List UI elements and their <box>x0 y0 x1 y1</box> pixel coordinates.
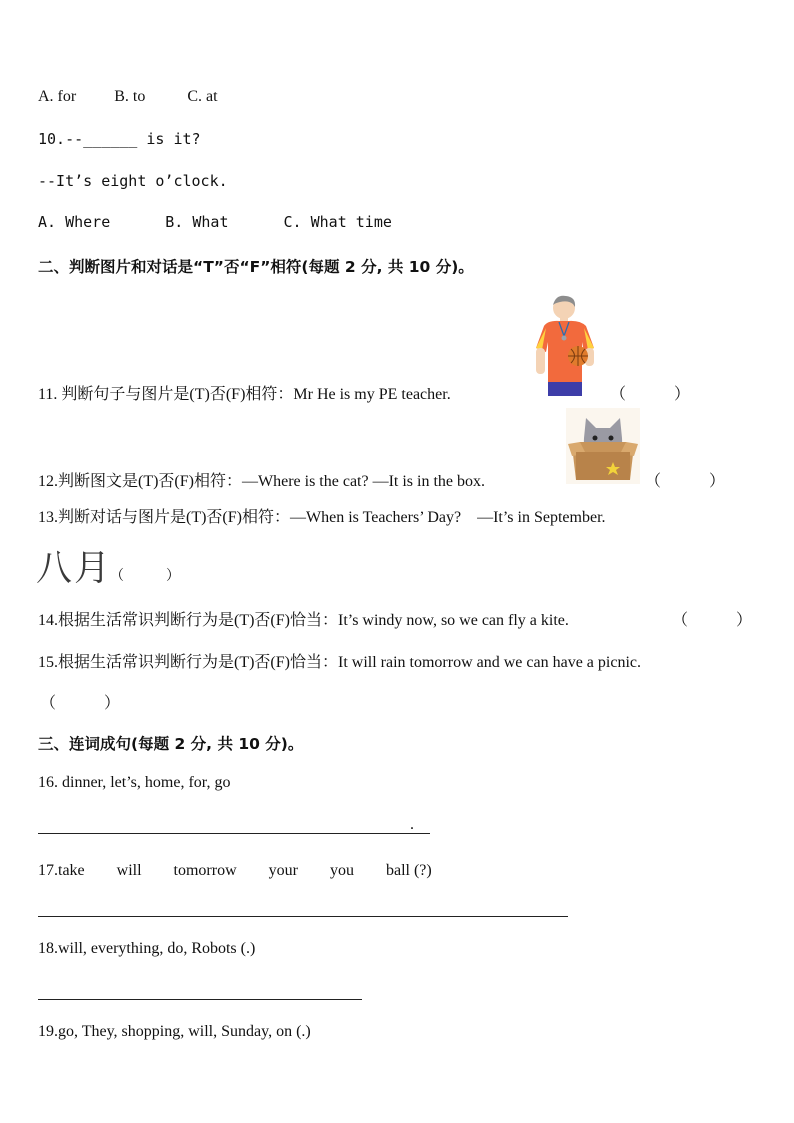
q10-option-a: A. Where <box>38 213 111 231</box>
q13-answer-paren[interactable]: （ ） <box>110 569 180 584</box>
cat-in-box-icon <box>566 408 640 484</box>
q10-options <box>38 213 392 231</box>
q17-text: 17.take will tomorrow your you ball (?) <box>38 862 432 879</box>
q14-line <box>38 607 569 630</box>
q9-options <box>38 88 218 106</box>
q10-option-b: B. What <box>165 213 229 231</box>
q11-answer-paren[interactable]: （ ） <box>610 386 691 403</box>
pe-teacher-image <box>528 292 602 396</box>
q14-answer-paren[interactable]: （ ） <box>672 612 753 629</box>
q16-end-mark: . <box>410 816 414 833</box>
q18-text: 18.will, everything, do, Robots (.) <box>38 940 256 957</box>
q11-line <box>38 381 451 404</box>
q12-text: 12.判断图文是(T)否(F)相符：—Where is the cat? —It is in the box. <box>38 473 486 490</box>
q13-image-text: 八月 <box>36 548 113 589</box>
q16-answer-line[interactable] <box>38 833 430 834</box>
q9-option-b: B. to <box>114 88 146 105</box>
q9-option-a: A. for <box>38 88 77 105</box>
q11-text: 11. 判断句子与图片是(T)否(F)相符：Mr He is my PE teacher. <box>38 386 451 403</box>
q10-answer: --It’s eight o’clock. <box>38 172 228 190</box>
q16-text: 16. dinner, let’s, home, for, go <box>38 774 231 791</box>
q12-answer-paren[interactable]: （ ） <box>645 473 726 490</box>
q14-text: 14.根据生活常识判断行为是(T)否(F)恰当：It’s windy now, so we can fly a kite. <box>38 612 569 629</box>
cat-in-box-image <box>566 408 640 484</box>
q18-answer-line[interactable] <box>38 999 362 1000</box>
section2-title: 二、判断图片和对话是“T”否“F”相符(每题 2 分, 共 10 分)。 <box>38 258 474 276</box>
q15-answer-paren[interactable]: （ ） <box>40 695 121 712</box>
pe-teacher-with-basketball-icon <box>528 292 602 396</box>
q13-text: 13.判断对话与图片是(T)否(F)相符：—When is Teachers’ Day? —It’s in September. <box>38 509 606 526</box>
q17-answer-line[interactable] <box>38 916 568 917</box>
section3-title: 三、连词成句(每题 2 分, 共 10 分)。 <box>38 735 304 753</box>
q10-option-c: C. What time <box>283 213 392 231</box>
q12-line <box>38 468 485 491</box>
q10-question: 10.--______ is it? <box>38 130 201 148</box>
q19-text: 19.go, They, shopping, will, Sunday, on (.) <box>38 1023 311 1040</box>
q9-option-c: C. at <box>187 88 218 105</box>
q15-text: 15.根据生活常识判断行为是(T)否(F)恰当：It will rain tomorrow and we can have a picnic. <box>38 654 641 671</box>
